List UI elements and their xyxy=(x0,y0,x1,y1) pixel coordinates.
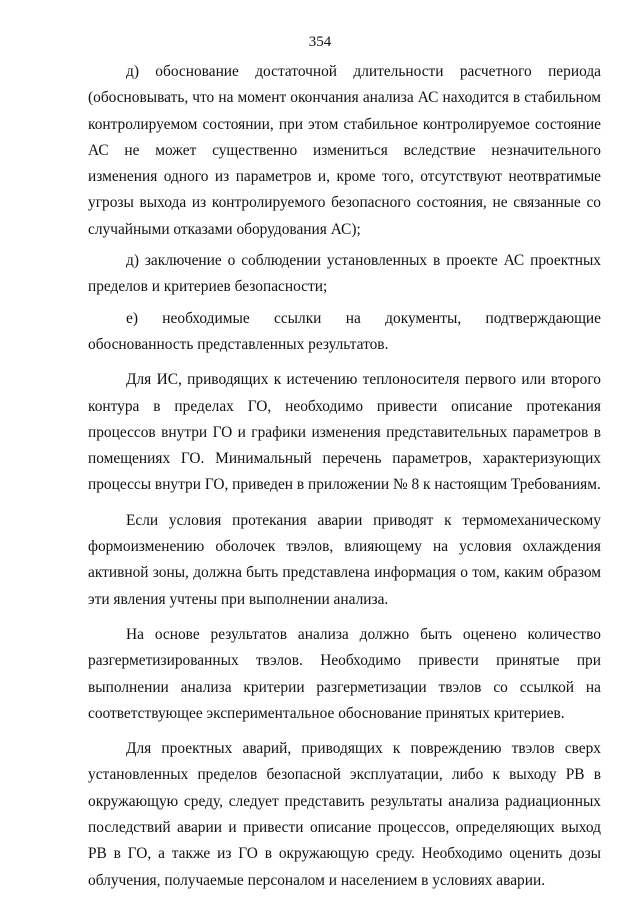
paragraph-radiation-consequences: Для проектных аварий, приводящих к повреждению твэлов сверх установленных пределов безопасной эксплуатации, либо к выходу РВ в окружающую среду, следует представить результаты анализа радиационных последствий аварии и привести описание процессов, определяющих выход РВ в ГО, а также из ГО в окружающую среду. Необходимо оценить дозы облучения, получаемые персоналом и населением в условиях аварии. xyxy=(88,740,601,889)
paragraph-document-references: е) необходимые ссылки на документы, подтверждающие обоснованность представленных результатов. xyxy=(88,309,601,353)
paragraph-fuel-cladding-deformation: Если условия протекания аварии приводят к термомеханическому формоизменению оболочек твэлов, влияющему на условия охлаждения активной зоны, должна быть представлена информация о том, каким образом эти явления учтены при выполнении анализа. xyxy=(88,511,601,608)
paragraph-design-limits-conclusion: д) заключение о соблюдении установленных в проекте АС проектных пределов и критериев безопасности; xyxy=(88,252,601,296)
page-number: 354 xyxy=(308,34,332,50)
paragraph-containment-processes: Для ИС, приводящих к истечению теплоносителя первого или второго контура в пределах ГО, необходимо привести описание протекания процессов внутри ГО и графики изменения представительных параметров в помещениях ГО. Минимальный перечень параметров, характеризующих процессы внутри ГО, приведен в приложении № 8 к настоящим Требованиям. xyxy=(88,371,601,494)
paragraph-duration-justification: д) обоснование достаточной длительности расчетного периода (обосновывать, что на момент окончания анализа АС находится в стабильном контролируемом состоянии, при этом стабильное контролируемое состояние АС не может существенно измениться вследствие незначительного изменения одного из параметров и, кроме того, отсутствуют неотвратимые угрозы выхода из контролируемого безопасного состояния, не связанные со случайными отказами оборудования АС); xyxy=(88,63,601,238)
document-body xyxy=(88,59,601,894)
paragraph-depressurized-fuel-rods: На основе результатов анализа должно быть оценено количество разгерметизированных твэлов. Необходимо привести принятые при выполнении анализа критерии разгерметизации твэлов со ссылкой на соответствующее экспериментальное обоснование принятых критериев. xyxy=(88,625,601,722)
